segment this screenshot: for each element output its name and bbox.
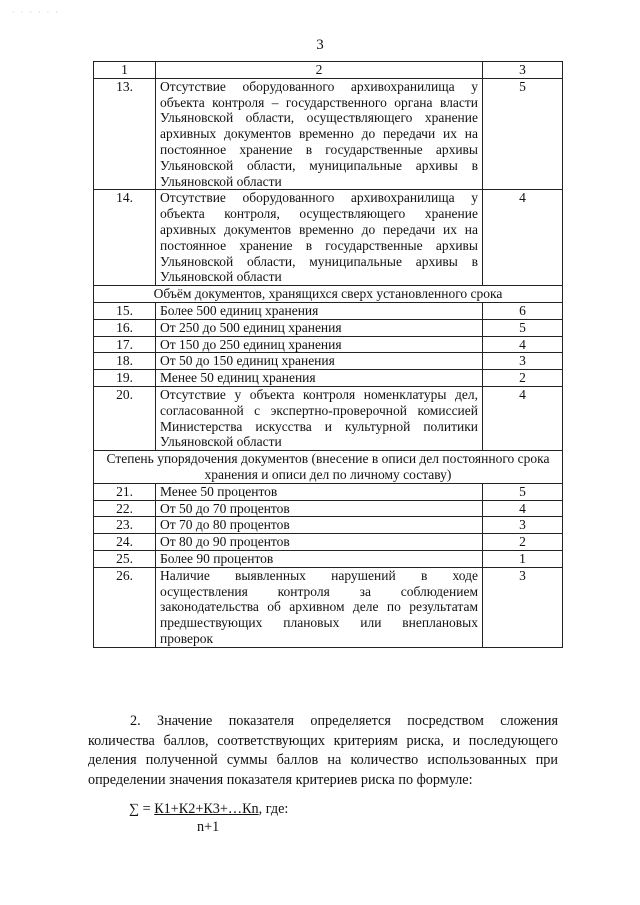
page-number: 3 <box>316 37 324 53</box>
row-number-cell: 19. <box>94 370 156 387</box>
table-row <box>94 190 563 286</box>
score-cell: 3 <box>483 567 563 647</box>
section-header-cell: Степень упорядочения документов (внесение в описи дел постоянного срока хранения и описи дел по личному составу) <box>94 451 563 484</box>
paragraph-text: 2. Значение показателя определяется посредством сложения количества баллов, соответствующих критериям риска, и последующего деления полученной суммы баллов на количество использованных при определении значения показателя критериев риска по формуле: <box>88 713 558 788</box>
header-cell-criterion: 2 <box>156 62 483 79</box>
row-number-cell: 14. <box>94 190 156 286</box>
score-cell: 6 <box>483 302 563 319</box>
criterion-cell: От 80 до 90 процентов <box>156 534 483 551</box>
row-number-cell: 15. <box>94 302 156 319</box>
score-cell: 2 <box>483 534 563 551</box>
score-cell: 3 <box>483 353 563 370</box>
row-number-cell: 18. <box>94 353 156 370</box>
score-cell: 5 <box>483 78 563 190</box>
table-row <box>94 567 563 647</box>
table-row <box>94 500 563 517</box>
criterion-cell: От 150 до 250 единиц хранения <box>156 336 483 353</box>
section-header-row <box>94 451 563 484</box>
header-cell-number: 1 <box>94 62 156 79</box>
criterion-cell: Менее 50 единиц хранения <box>156 370 483 387</box>
criterion-cell: Отсутствие оборудованного архивохранилища у объекта контроля – государственного органа власти Ульяновской области, осуществляющего хранение архивных документов временно до передачи их на постоянное хранение в государственные архивы Ульяновской области, муниципальные архивы в Ульяновской области <box>156 78 483 190</box>
criterion-cell: Более 90 процентов <box>156 550 483 567</box>
table-row <box>94 319 563 336</box>
criterion-cell: Более 500 единиц хранения <box>156 302 483 319</box>
row-number-cell: 24. <box>94 534 156 551</box>
row-number-cell: 17. <box>94 336 156 353</box>
score-cell: 4 <box>483 190 563 286</box>
table-row <box>94 550 563 567</box>
table-row <box>94 353 563 370</box>
row-number-cell: 13. <box>94 78 156 190</box>
scan-artifact: · · · · · · <box>12 8 60 17</box>
table-row <box>94 302 563 319</box>
section-header-row <box>94 286 563 303</box>
table-row <box>94 336 563 353</box>
formula-prefix: ∑ = <box>129 801 155 817</box>
table-row <box>94 534 563 551</box>
table-row <box>94 517 563 534</box>
score-cell: 3 <box>483 517 563 534</box>
criterion-cell: Менее 50 процентов <box>156 483 483 500</box>
formula-denominator: n+1 <box>197 819 220 835</box>
row-number-cell: 25. <box>94 550 156 567</box>
criterion-cell: От 250 до 500 единиц хранения <box>156 319 483 336</box>
score-cell: 5 <box>483 483 563 500</box>
criterion-cell: От 50 до 70 процентов <box>156 500 483 517</box>
formula-numerator: К1+К2+К3+…Кn <box>154 801 259 817</box>
criterion-cell: От 70 до 80 процентов <box>156 517 483 534</box>
row-number-cell: 21. <box>94 483 156 500</box>
criterion-cell: Отсутствие у объекта контроля номенклатуры дел, согласованной с экспертно-проверочной комиссией Министерства искусства и культурной политики Ульяновской области <box>156 386 483 450</box>
score-cell: 2 <box>483 370 563 387</box>
row-number-cell: 16. <box>94 319 156 336</box>
table-row <box>94 483 563 500</box>
row-number-cell: 20. <box>94 386 156 450</box>
explanation-paragraph <box>88 712 558 790</box>
table-row <box>94 370 563 387</box>
table-row <box>94 78 563 190</box>
table-header-row <box>94 62 563 79</box>
criterion-cell: От 50 до 150 единиц хранения <box>156 353 483 370</box>
risk-criteria-table <box>93 61 563 648</box>
criterion-cell: Отсутствие оборудованного архивохранилища у объекта контроля, осуществляющего хранение архивных документов временно до передачи их на постоянное хранение в государственные архивы Ульяновской области, муниципальные архивы в Ульяновской области <box>156 190 483 286</box>
formula <box>129 800 288 819</box>
row-number-cell: 22. <box>94 500 156 517</box>
row-number-cell: 23. <box>94 517 156 534</box>
score-cell: 4 <box>483 500 563 517</box>
row-number-cell: 26. <box>94 567 156 647</box>
score-cell: 4 <box>483 386 563 450</box>
score-cell: 4 <box>483 336 563 353</box>
section-header-cell: Объём документов, хранящихся сверх установленного срока <box>94 286 563 303</box>
formula-suffix: , где: <box>258 801 289 817</box>
score-cell: 5 <box>483 319 563 336</box>
score-cell: 1 <box>483 550 563 567</box>
table-row <box>94 386 563 450</box>
header-cell-score: 3 <box>483 62 563 79</box>
criterion-cell: Наличие выявленных нарушений в ходе осуществления контроля за соблюдением законодательства об архивном деле по результатам предшествующих плановых или внеплановых проверок <box>156 567 483 647</box>
